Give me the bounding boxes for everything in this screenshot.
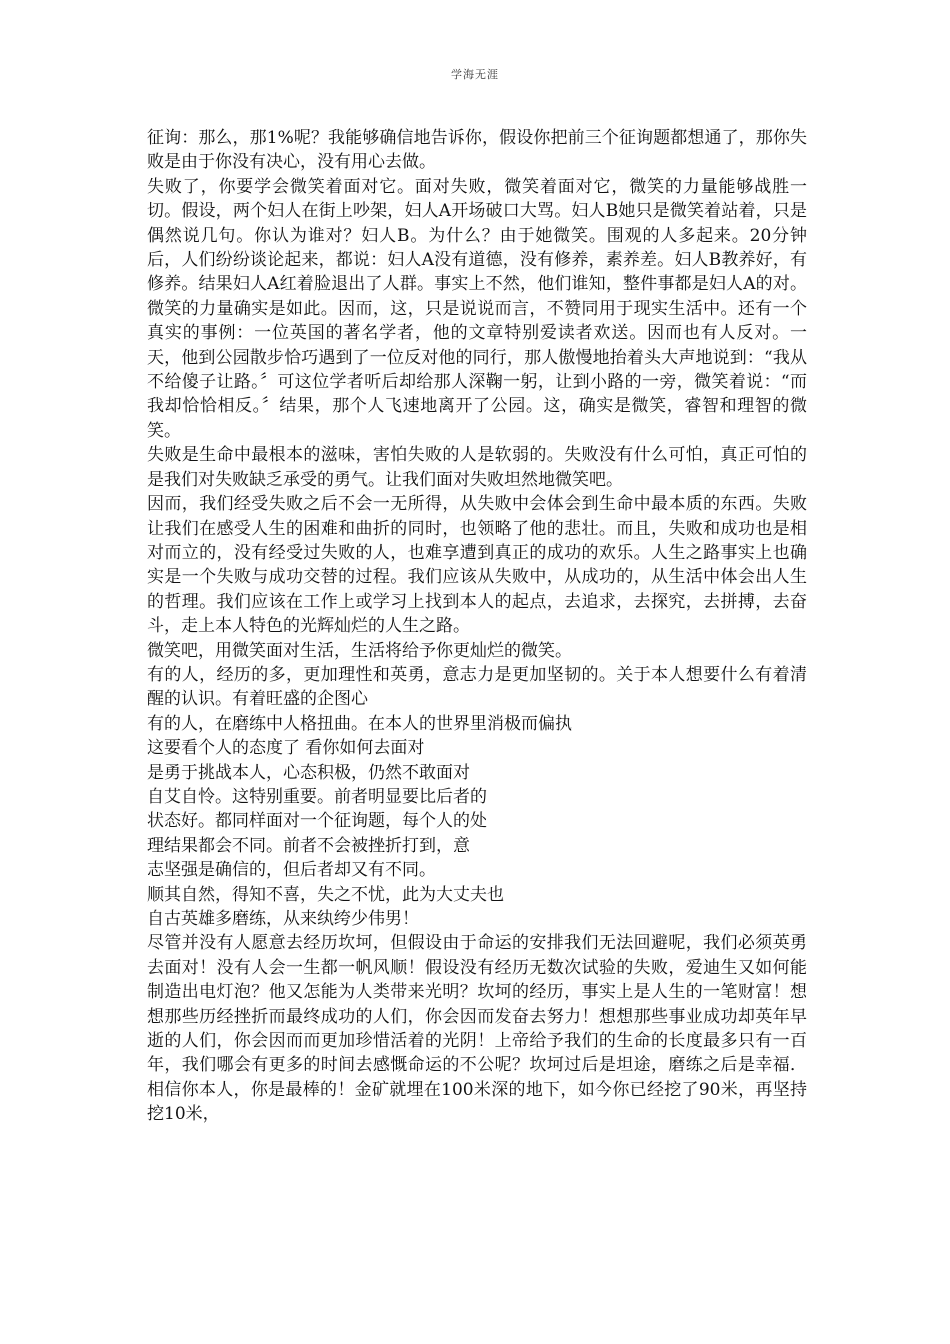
- paragraph: 志坚强是确信的，但后者却又有不同。: [147, 860, 436, 881]
- paragraph: 因而，我们经受失败之后不会一无所得，从失败中会体会到生命中最本质的东西。失败让我们在感受人生的困难和曲折的同时，也领略了他的悲壮。而且，失败和成功也是相对而立的，没有经受过失败的人，也难享遭到真正的成功的欢乐。人生之路事实上也确实是一个失败与成功交替的过程。我们应该从失败中，从成功的，从生活中体会出人生的哲理。我们应该在工作上或学习上找到本人的起点，去追求，去探究，去拼搏，去奋斗，走上本人特色的光辉灿烂的人生之路。: [147, 494, 807, 637]
- paragraph: 自艾自怜。这特别重要。前者明显要比后者的: [147, 786, 487, 807]
- paragraph: 是勇于挑战本人，心态积极，仍然不敢面对: [147, 762, 470, 783]
- paragraph: 有的人，在磨练中人格扭曲。在本人的世界里消极而偏执: [147, 713, 572, 734]
- paragraph: 尽管并没有人愿意去经历坎坷，但假设由于命运的安排我们无法回避呢，我们必须英勇去面对！没有人会一生都一帆风顺！假设没有经历无数次试验的失败，爱迪生又如何能制造出电灯泡？他又怎能为人类带来光明？坎坷的经历，事实上是人生的一笔财富！想想那些历经挫折而最终成功的人们，你会因而发奋去努力！想想那些事业成功却英年早逝的人们，你会因而而更加珍惜活着的光阴！上帝给予我们的生命的长度最多只有一百年，我们哪会有更多的时间去感慨命运的不公呢？坎坷过后是坦途，磨练之后是幸福．相信你本人，你是最棒的！金矿就埋在100米深的地下，如今你已经挖了90米，再坚持挖10米，: [147, 933, 807, 1125]
- page-header: 学海无涯: [451, 68, 499, 81]
- paragraph: 微笑吧，用微笑面对生活，生活将给予你更灿烂的微笑。: [147, 640, 572, 661]
- paragraph: 自古英雄多磨练，从来纨绔少伟男！: [147, 909, 419, 929]
- paragraph: 顺其自然，得知不喜，失之不忧，此为大丈夫也: [147, 884, 504, 905]
- paragraph: 失败是生命中最根本的滋味，害怕失败的人是软弱的。失败没有什么可怕，真正可怕的是我们对失败缺乏承受的勇气。让我们面对失败坦然地微笑吧。: [147, 445, 807, 490]
- paragraph: 这要看个人的态度了 看你如何去面对: [147, 738, 425, 759]
- document-body: [147, 126, 807, 1127]
- paragraph: 失败了，你要学会微笑着面对它。面对失败，微笑着面对它，微笑的力量能够战胜一切。假设，两个妇人在街上吵架，妇人A开场破口大骂。妇人B她只是微笑着站着，只是偶然说几句。你认为谁对？妇人B。为什么？由于她微笑。围观的人多起来。20分钟后，人们纷纷谈论起来，都说：妇人A没有道德，没有修养，素养差。妇人B教养好，有修养。结果妇人A红着脸退出了人群。事实上不然，他们谁知，整件事都是妇人A的对。微笑的力量确实是如此。因而，这，只是说说而言，不赞同用于现实生活中。还有一个真实的事例：一位英国的著名学者，他的文章特别爱读者欢送。因而也有人反对。一天，他到公园散步恰巧遇到了一位反对他的同行，那人傲慢地抬着头大声地说到：“我从不给傻子让路。〞可这位学者听后却给那人深鞠一躬，让到小路的一旁，微笑着说：“而我却恰恰相反。〞结果，那个人飞速地离开了公园。这，确实是微笑，睿智和理智的微笑。: [147, 176, 807, 441]
- paragraph: 状态好。都同样面对一个征询题，每个人的处: [147, 811, 487, 832]
- paragraph: 有的人，经历的多，更加理性和英勇，意志力是更加坚韧的。关于本人想要什么有着清醒的认识。有着旺盛的企图心: [147, 664, 807, 710]
- paragraph: 征询：那么，那1%呢？我能够确信地告诉你，假设你把前三个征询题都想通了，那你失败是由于你没有决心，没有用心去做。: [147, 128, 807, 173]
- paragraph: 理结果都会不同。前者不会被挫折打到，意: [147, 835, 470, 856]
